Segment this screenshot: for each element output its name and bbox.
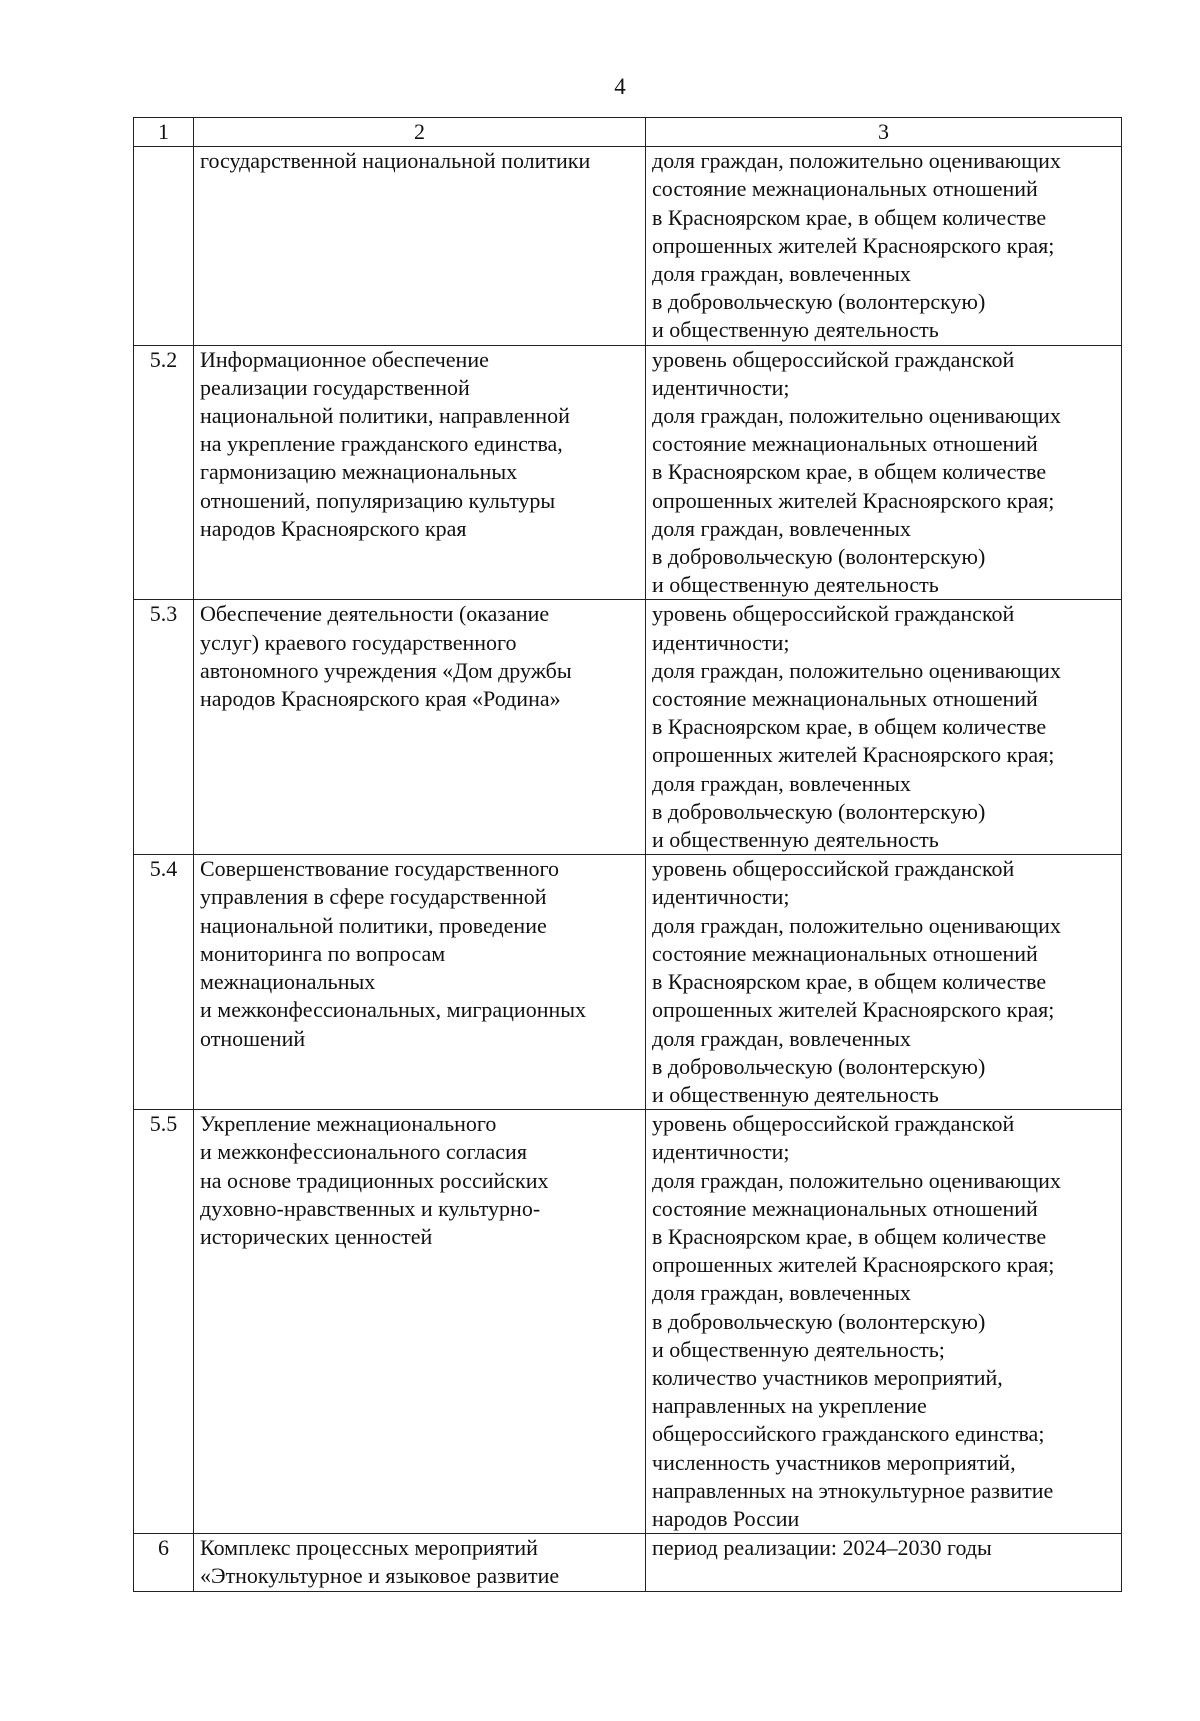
measure-name-line: и межконфессиональных, миграционных — [200, 997, 587, 1023]
measure-name-line: национальной политики, направленной — [200, 403, 570, 429]
indicator-line: численность участников мероприятий, — [652, 1449, 1016, 1475]
table-row — [134, 855, 1122, 1110]
column-header-1: 1 — [134, 118, 194, 147]
row-number: 5.3 — [134, 600, 194, 855]
indicator-line: в Красноярском крае, в общем количестве — [652, 459, 1047, 485]
indicator-line: направленных на этнокультурное развитие — [652, 1477, 1054, 1503]
indicator-line: идентичности; — [652, 884, 790, 910]
table-body — [134, 147, 1122, 1591]
indicator-line: опрошенных жителей Красноярского края; — [652, 742, 1055, 768]
indicator-line: направленных на укрепление — [652, 1393, 927, 1419]
measure-name-line: Информационное обеспечение — [200, 346, 489, 372]
indicator-line: уровень общероссийской гражданской — [652, 1111, 1015, 1137]
measure-name-line: народов Красноярского края «Родина» — [200, 686, 561, 712]
measure-name-line: государственной национальной политики — [200, 148, 591, 174]
indicator-line: доля граждан, вовлеченных — [652, 515, 911, 541]
indicator-line: в добровольческую (волонтерскую) — [652, 798, 986, 824]
indicator-line: и общественную деятельность — [652, 1081, 939, 1107]
row-number: 5.2 — [134, 345, 194, 600]
measure-name-line: «Этнокультурное и языковое развитие — [200, 1563, 560, 1589]
indicator-line: доля граждан, вовлеченных — [652, 770, 911, 796]
indicators-cell — [646, 1110, 1122, 1534]
measure-name-line: гармонизацию межнациональных — [200, 459, 518, 485]
indicator-line: доля граждан, положительно оценивающих — [652, 657, 1061, 683]
indicator-line: состояние межнациональных отношений — [652, 686, 1038, 712]
indicator-line: опрошенных жителей Красноярского края; — [652, 997, 1055, 1023]
measure-name-line: отношений, популяризацию культуры — [200, 487, 556, 513]
indicator-line: доля граждан, вовлеченных — [652, 261, 911, 287]
row-number: 6 — [134, 1534, 194, 1591]
measure-name-line: управления в сфере государственной — [200, 884, 547, 910]
row-number: 5.4 — [134, 855, 194, 1110]
indicator-line: и общественную деятельность — [652, 317, 939, 343]
page-number: 4 — [614, 74, 626, 99]
measure-name-line: автономного учреждения «Дом дружбы — [200, 657, 572, 683]
indicators-cell — [646, 147, 1122, 345]
indicator-line: доля граждан, положительно оценивающих — [652, 912, 1061, 938]
measure-name-line: услуг) краевого государственного — [200, 629, 517, 655]
indicator-line: уровень общероссийской гражданской — [652, 601, 1015, 627]
indicator-line: общероссийского гражданского единства; — [652, 1421, 1045, 1447]
column-header-3: 3 — [646, 118, 1122, 147]
measure-name-line: отношений — [200, 1025, 306, 1051]
measure-name-line: мониторинга по вопросам — [200, 940, 446, 966]
table-row — [134, 147, 1122, 345]
indicator-line: и общественную деятельность; — [652, 1336, 945, 1362]
indicator-line: в добровольческую (волонтерскую) — [652, 289, 986, 315]
measure-name-line: на укрепление гражданского единства, — [200, 431, 563, 457]
indicators-cell — [646, 345, 1122, 600]
indicator-line: состояние межнациональных отношений — [652, 1195, 1038, 1221]
measure-name-cell — [194, 1534, 646, 1591]
measure-name-line: реализации государственной — [200, 374, 470, 400]
column-header-2: 2 — [194, 118, 646, 147]
measure-name-line: и межконфессионального согласия — [200, 1139, 527, 1165]
indicator-line: в Красноярском крае, в общем количестве — [652, 1223, 1047, 1249]
indicator-line: доля граждан, вовлеченных — [652, 1280, 911, 1306]
measure-name-cell — [194, 1110, 646, 1534]
indicator-line: опрошенных жителей Красноярского края; — [652, 487, 1055, 513]
measure-name-line: на основе традиционных российских — [200, 1167, 549, 1193]
indicator-line: опрошенных жителей Красноярского края; — [652, 1252, 1055, 1278]
table-header-row — [134, 118, 1122, 147]
indicator-line: и общественную деятельность — [652, 572, 939, 598]
measure-name-cell — [194, 345, 646, 600]
indicator-line: идентичности; — [652, 629, 790, 655]
indicators-cell — [646, 1534, 1122, 1591]
indicator-line: уровень общероссийской гражданской — [652, 856, 1015, 882]
table-row — [134, 600, 1122, 855]
measure-name-line: исторических ценностей — [200, 1223, 433, 1249]
indicators-cell — [646, 855, 1122, 1110]
indicator-line: уровень общероссийской гражданской — [652, 346, 1015, 372]
indicators-table — [133, 117, 1122, 1592]
row-number: 5.5 — [134, 1110, 194, 1534]
measure-name-line: Укрепление межнационального — [200, 1111, 497, 1137]
indicator-line: в Красноярском крае, в общем количестве — [652, 969, 1047, 995]
indicator-line: доля граждан, положительно оценивающих — [652, 1167, 1061, 1193]
measure-name-line: Обеспечение деятельности (оказание — [200, 601, 550, 627]
indicator-line: идентичности; — [652, 374, 790, 400]
indicator-line: доля граждан, положительно оценивающих — [652, 403, 1061, 429]
measure-name-line: национальной политики, проведение — [200, 912, 547, 938]
indicator-line: народов России — [652, 1505, 800, 1531]
table-row — [134, 1110, 1122, 1534]
indicator-line: и общественную деятельность — [652, 827, 939, 853]
measure-name-cell — [194, 600, 646, 855]
table-row — [134, 345, 1122, 600]
indicator-line: в добровольческую (волонтерскую) — [652, 544, 986, 570]
indicator-line: в Красноярском крае, в общем количестве — [652, 714, 1047, 740]
measure-name-line: народов Красноярского края — [200, 515, 467, 541]
indicator-line: период реализации: 2024–2030 годы — [652, 1535, 992, 1561]
indicator-line: состояние межнациональных отношений — [652, 431, 1038, 457]
measure-name-cell — [194, 147, 646, 345]
indicator-line: количество участников мероприятий, — [652, 1364, 1003, 1390]
indicator-line: состояние межнациональных отношений — [652, 176, 1038, 202]
table-row — [134, 1534, 1122, 1591]
indicator-line: в добровольческую (волонтерскую) — [652, 1053, 986, 1079]
indicators-cell — [646, 600, 1122, 855]
indicator-line: в Красноярском крае, в общем количестве — [652, 204, 1047, 230]
indicator-line: опрошенных жителей Красноярского края; — [652, 232, 1055, 258]
measure-name-line: Совершенствование государственного — [200, 856, 559, 882]
measure-name-line: Комплекс процессных мероприятий — [200, 1535, 538, 1561]
measure-name-cell — [194, 855, 646, 1110]
indicator-line: в добровольческую (волонтерскую) — [652, 1308, 986, 1334]
indicator-line: доля граждан, вовлеченных — [652, 1025, 911, 1051]
indicator-line: идентичности; — [652, 1139, 790, 1165]
measure-name-line: межнациональных — [200, 969, 376, 995]
measure-name-line: духовно-нравственных и культурно- — [200, 1195, 541, 1221]
indicator-line: доля граждан, положительно оценивающих — [652, 148, 1061, 174]
row-number — [134, 147, 194, 345]
indicator-line: состояние межнациональных отношений — [652, 940, 1038, 966]
